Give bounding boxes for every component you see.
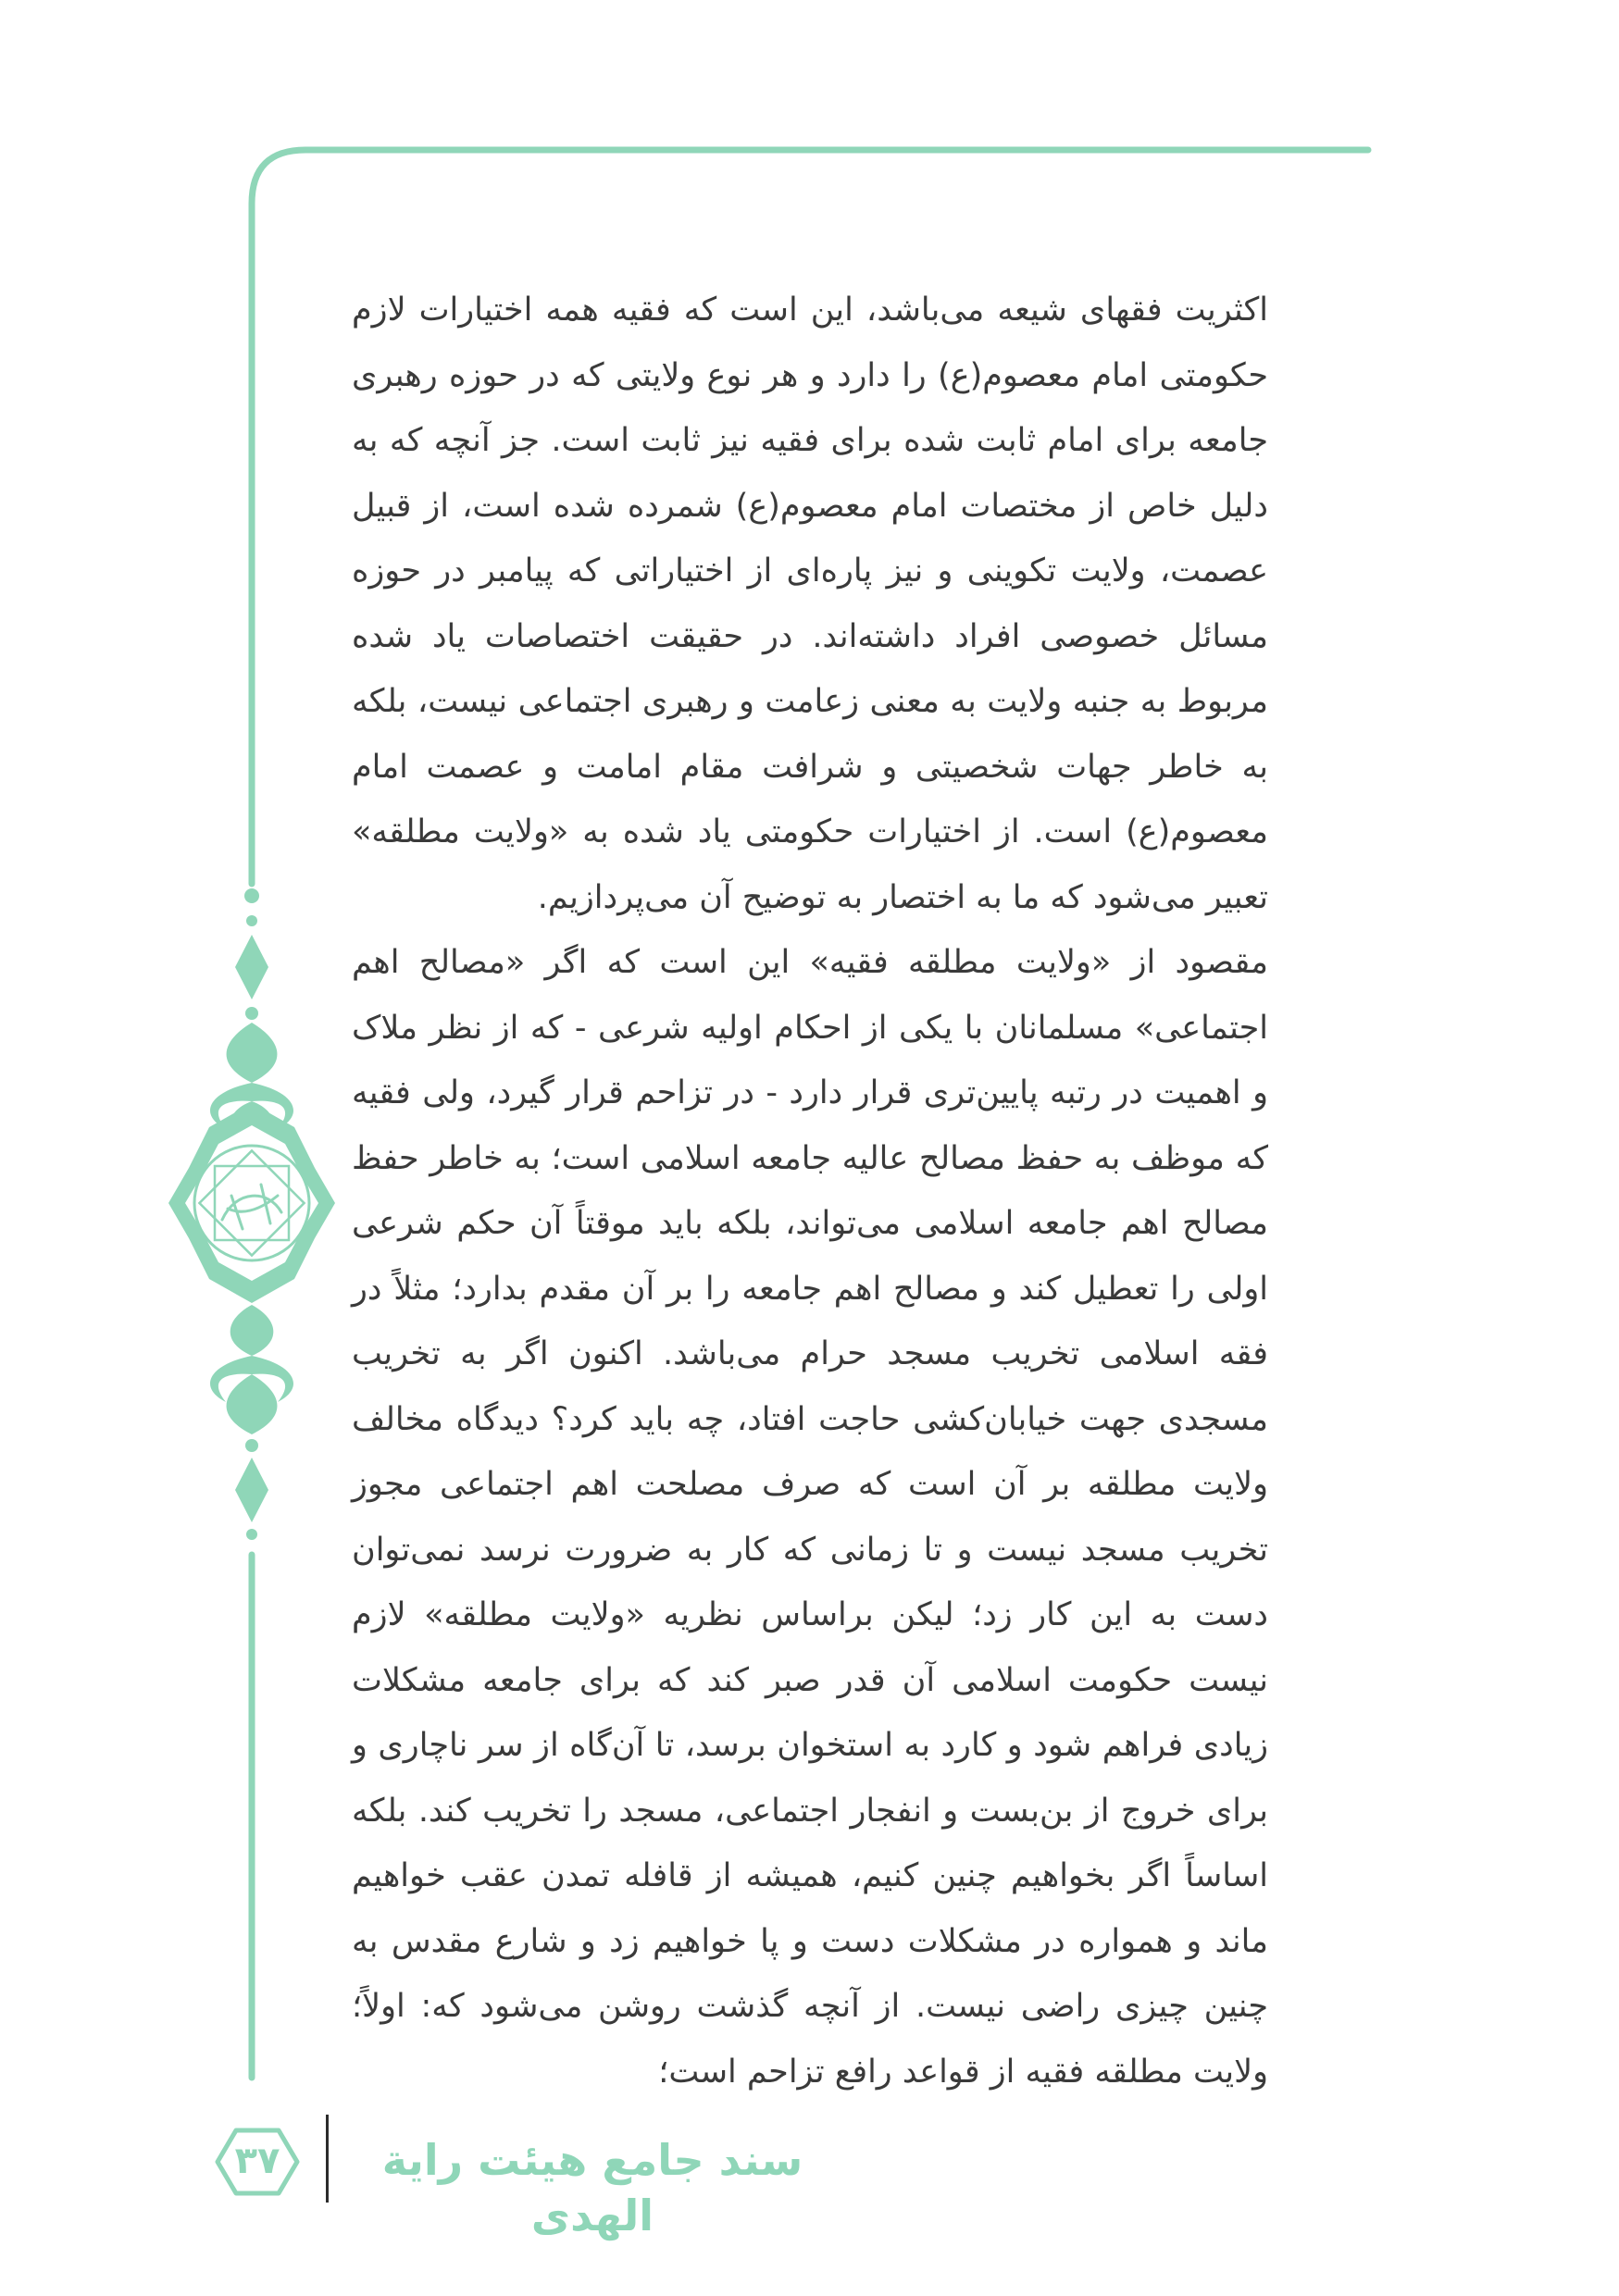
paragraph: اکثریت فقهای شیعه می‌باشد، این است که فقیه همه اختیارات لازم حکومتی امام معصوم(ع) را دارد و هر نوع ولایتی که در حوزه رهبری جامعه برای امام ثابت شده برای فقیه نیز ثابت است. جز آنچه که به دلیل خاص از مختصات امام معصوم(ع) شمرده شده است، از قبیل عصمت، ولایت تکوینی و نیز پاره‌ای از اختیاراتی که پیامبر در حوزه مسائل خصوصی افراد داشته‌اند. در حقیقت اختصاصات یاد شده مربوط به جنبه ولایت به معنی زعامت و رهبری اجتماعی نیست، بلکه به خاطر جهات شخصیتی و شرافت مقام امامت و عصمت امام معصوم(ع) است. از اختیارات حکومتی یاد شده به «ولایت مطلقه» تعبیر می‌شود که ما به اختصار به توضیح آن می‌پردازیم. <box>352 292 1268 916</box>
page-number: ۳۷ <box>234 2140 280 2182</box>
lower-finial <box>210 1305 293 1540</box>
paragraph: مقصود از «ولایت مطلقه فقیه» این است که اگر «مصالح اهم اجتماعی» مسلمانان با یکی از احکام اولیه شرعی - که از نظر ملاک و اهمیت در رتبه پایین‌تری قرار دارد - در تزاحم قرار گیرد، ولی فقیه که موظف به حفظ مصالح عالیه جامعه اسلامی است؛ به خاطر حفظ مصالح اهم جامعه اسلامی می‌تواند، بلکه باید موقتاً آن حکم شرعی اولی را تعطیل کند و مصالح اهم جامعه را بر آن مقدم بدارد؛ مثلاً در فقه اسلامی تخریب مسجد حرام می‌باشد. اکنون اگر به تخریب مسجدی جهت خیابان‌کشی حاجت افتاد، چه باید کرد؟ دیدگاه مخالف ولایت مطلقه بر آن است که صرف مصلحت اهم اجتماعی مجوز تخریب مسجد نیست و تا زمانی که کار به ضرورت نرسد نمی‌توان دست به این کار زد؛ لیکن براساس نظریه «ولایت مطلقه» لازم نیست حکومت اسلامی آن قدر صبر کند که برای جامعه مشکلات زیادی فراهم شود و کارد به استخوان برسد، تا آن‌گاه از سر ناچاری و برای خروج از بن‌بست و انفجار اجتماعی، مسجد را تخریب کند. بلکه اساساً اگر بخواهیم چنین کنیم، همیشه از قافله تمدن عقب خواهیم ماند و همواره در مشکلات دست و پا خواهیم زد و شارع مقدس به چنین چیزی راضی نیست. از آنچه گذشت روشن می‌شود که: اولاً؛ ولایت مطلقه فقیه از قواعد رافع تزاحم است؛ <box>352 944 1268 2091</box>
body-text <box>352 278 1268 2104</box>
calligraphy-medallion <box>168 1103 335 1303</box>
book-title: سند جامع هیئت رایة الهدی <box>381 2135 803 2240</box>
footer-divider <box>326 2115 329 2203</box>
